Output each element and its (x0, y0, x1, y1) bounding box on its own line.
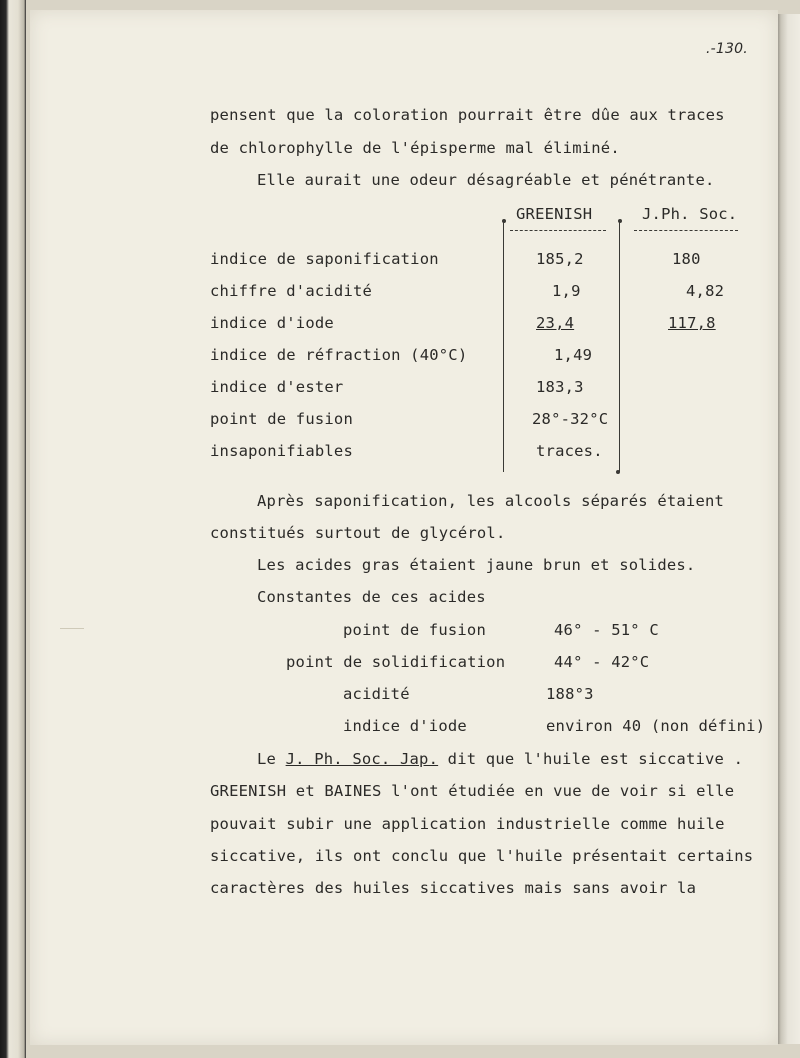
paragraph-line: pouvait subir une application industrielle comme huile (210, 815, 725, 833)
binder-edge (0, 0, 26, 1058)
page-number: .-130. (706, 41, 748, 57)
table-col2-header: J.Ph. Soc. (642, 205, 738, 223)
table-row-label: insaponifiables (210, 442, 353, 460)
constant-value: 46° - 51° C (554, 621, 659, 639)
table-cell: 185,2 (536, 250, 584, 268)
header-underline (634, 230, 738, 231)
table-cell: 180 (672, 250, 701, 268)
table-row-label: point de fusion (210, 410, 353, 428)
paragraph-line: caractères des huiles siccatives mais sans avoir la (210, 879, 697, 897)
table-cell: 1,9 (552, 282, 581, 300)
table-cell: 28°-32°C (532, 410, 609, 428)
paragraph-line: Après saponification, les alcools séparés étaient (257, 492, 725, 510)
paragraph-line: constitués surtout de glycérol. (210, 524, 506, 542)
paragraph-line: siccative, ils ont conclu que l'huile présentait certains (210, 847, 754, 865)
constant-value: 44° - 42°C (554, 653, 650, 671)
constant-label: indice d'iode (343, 717, 467, 735)
table-row-label: chiffre d'acidité (210, 282, 373, 300)
header-underline (510, 230, 606, 231)
constant-label: acidité (343, 685, 410, 703)
paragraph-line: Elle aurait une odeur désagréable et pénétrante. (257, 171, 715, 189)
page-edge (778, 14, 800, 1044)
column-divider (619, 222, 620, 472)
table-cell: 183,3 (536, 378, 584, 396)
table-cell: traces. (536, 442, 603, 460)
constant-value: environ 40 (non défini) (546, 717, 766, 735)
column-marker (616, 470, 620, 474)
paragraph-line (257, 750, 743, 768)
paragraph-line: pensent que la coloration pourrait être dûe aux traces (210, 106, 725, 124)
table-col1-header: GREENISH (516, 205, 593, 223)
paragraph-line: GREENISH et BAINES l'ont étudiée en vue de voir si elle (210, 782, 735, 800)
table-cell: 117,8 (668, 314, 716, 332)
table-cell: 23,4 (536, 314, 575, 332)
constant-label: point de solidification (286, 653, 506, 671)
column-divider (503, 222, 504, 472)
table-cell: 4,82 (686, 282, 725, 300)
constant-label: point de fusion (343, 621, 486, 639)
text-span: dit que l'huile est siccative . (438, 750, 744, 768)
table-row-label: indice de saponification (210, 250, 439, 268)
document-page (30, 10, 778, 1045)
constant-value: 188°3 (546, 685, 594, 703)
paragraph-line: Les acides gras étaient jaune brun et solides. (257, 556, 696, 574)
table-row-label: indice de réfraction (40°C) (210, 346, 468, 364)
paragraph-line: Constantes de ces acides (257, 588, 486, 606)
text-span: Le (257, 750, 286, 768)
table-row-label: indice d'iode (210, 314, 334, 332)
paper-mark (60, 628, 84, 629)
paragraph-line: de chlorophylle de l'épisperme mal éliminé. (210, 139, 620, 157)
table-cell: 1,49 (554, 346, 593, 364)
reference-journal: J. Ph. Soc. Jap. (285, 750, 439, 768)
table-row-label: indice d'ester (210, 378, 344, 396)
